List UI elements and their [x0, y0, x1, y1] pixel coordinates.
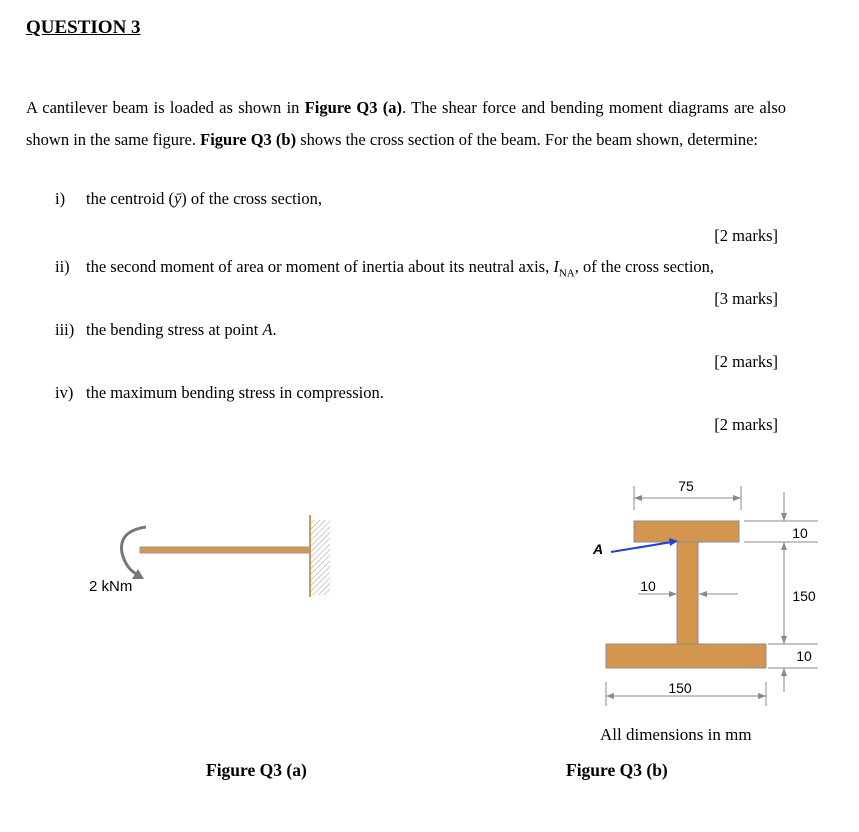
dim-arrow-icon — [669, 591, 677, 597]
item-symbol-subscript: NA — [558, 267, 575, 280]
item-text-before: the bending stress at point — [86, 320, 263, 339]
dim-web-thickness-label: 10 — [640, 578, 656, 594]
dim-arrow-icon — [781, 668, 787, 676]
cantilever-beam — [140, 547, 310, 553]
item-iv-marks: [2 marks] — [714, 415, 778, 434]
dim-arrow-icon — [634, 495, 642, 501]
dim-arrow-icon — [758, 693, 766, 699]
item-symbol-ybar: ȳ — [173, 189, 182, 208]
figure-b-cross-section — [580, 470, 840, 710]
item-number: ii) — [55, 257, 70, 276]
dim-arrow-icon — [781, 636, 787, 644]
dim-bottom-width-label: 150 — [668, 680, 692, 696]
question-heading: QUESTION 3 — [26, 17, 141, 38]
bottom-flange — [606, 644, 766, 668]
fixed-support-hatching — [310, 520, 330, 595]
item-iii-marks: [2 marks] — [714, 352, 778, 371]
question-item-iii — [55, 320, 277, 340]
item-text-before: the centroid ( — [86, 189, 174, 208]
item-number: i) — [55, 189, 66, 208]
question-item-iv — [55, 383, 384, 403]
item-text-after: . — [272, 320, 277, 339]
item-symbol-i: I — [553, 257, 559, 276]
intro-fig-b-ref: Figure Q3 (b) — [200, 130, 297, 149]
item-i-marks: [2 marks] — [714, 226, 778, 245]
item-text-after: ) of the cross section, — [181, 189, 322, 208]
item-text-before: the maximum bending stress in compression. — [86, 383, 384, 402]
figure-a-cantilever-diagram — [80, 505, 340, 615]
item-text-after: , of the cross section, — [574, 257, 715, 276]
web — [677, 542, 698, 644]
figure-a-caption: Figure Q3 (a) — [206, 760, 307, 780]
dim-bottom-thickness-label: 10 — [796, 648, 812, 664]
dim-top-thickness-label: 10 — [792, 525, 808, 541]
item-text-before: the second moment of area or moment of inertia about its neutral axis, — [86, 257, 554, 276]
question-item-ii — [55, 257, 714, 279]
moment-label: 2 kNm — [89, 578, 133, 595]
intro-paragraph — [26, 92, 786, 156]
intro-part2: . The shear force and bending moment diagrams are also shown in the same figure. — [26, 98, 786, 149]
dim-arrow-icon — [606, 693, 614, 699]
intro-fig-a-ref: Figure Q3 (a) — [304, 98, 403, 117]
dim-top-width-label: 75 — [678, 478, 694, 494]
dim-arrow-icon — [699, 591, 707, 597]
dim-arrow-icon — [781, 513, 787, 521]
point-a-arrow — [611, 542, 672, 552]
dim-arrow-icon — [781, 542, 787, 550]
dim-web-height-label: 150 — [792, 588, 816, 604]
top-flange — [634, 521, 739, 542]
item-number: iv) — [55, 383, 74, 402]
item-symbol-a: A — [262, 320, 273, 339]
dimensions-note: All dimensions in mm — [600, 725, 752, 744]
item-number: iii) — [55, 320, 75, 339]
question-item-i — [55, 189, 322, 209]
dim-arrow-icon — [733, 495, 741, 501]
intro-part3: shows the cross section of the beam. For the beam shown, determine: — [296, 130, 758, 149]
point-a-label: A — [593, 541, 604, 557]
intro-part1: A cantilever beam is loaded as shown in — [26, 98, 305, 117]
figure-b-caption: Figure Q3 (b) — [566, 760, 668, 780]
item-ii-marks: [3 marks] — [714, 289, 778, 308]
